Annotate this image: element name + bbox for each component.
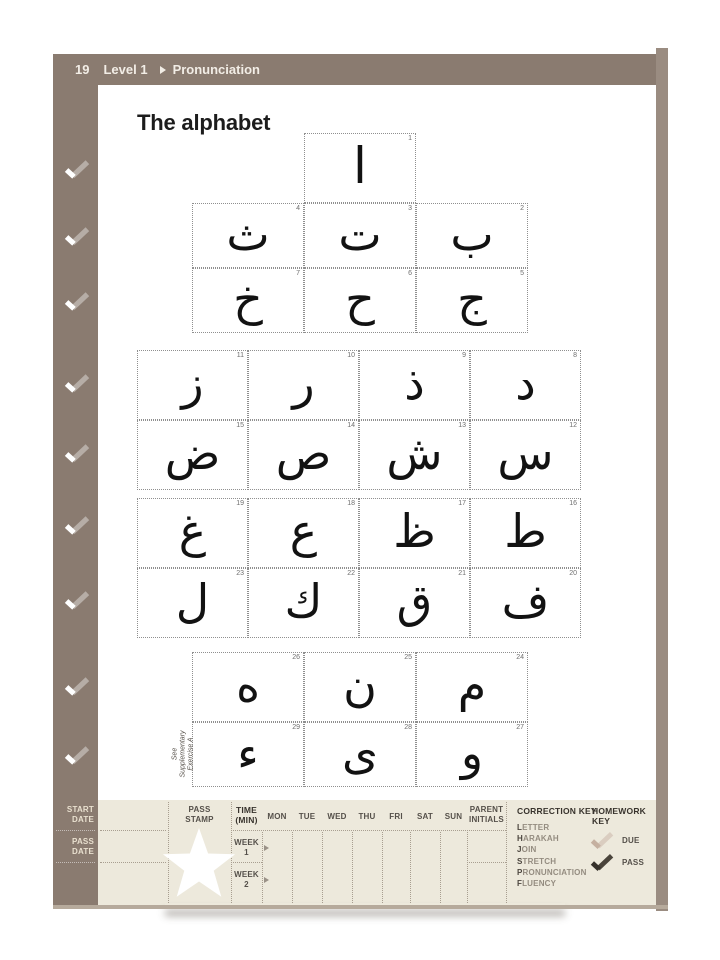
breadcrumb-arrow-icon xyxy=(160,66,166,74)
letter-box-6 xyxy=(304,268,416,333)
homework-key-item-label: DUE xyxy=(622,836,640,846)
letter-number: 2 xyxy=(520,205,524,212)
letter-box-10 xyxy=(248,350,359,420)
letter-box-28 xyxy=(304,722,416,787)
correction-key-list xyxy=(517,822,587,889)
letter-number: 14 xyxy=(347,422,355,429)
page-title: The alphabet xyxy=(137,110,271,135)
arabic-letter: ن xyxy=(343,658,377,712)
letter-box-17 xyxy=(359,498,470,568)
letter-number: 17 xyxy=(458,500,466,507)
supplementary-note xyxy=(146,720,222,788)
sidebar-checkmark-icon xyxy=(64,591,90,616)
letter-number: 8 xyxy=(573,352,577,359)
arabic-letter: خ xyxy=(233,271,263,326)
pass-date-label: PASS DATE xyxy=(72,837,94,856)
supplementary-note-text: See Supplementary Exercise A xyxy=(172,730,195,778)
parent-initials-label: PARENT INITIALS xyxy=(469,805,504,824)
day-column-divider xyxy=(352,832,353,903)
start-date-write-line xyxy=(100,830,166,831)
day-header-wed: WED xyxy=(327,812,347,821)
letter-box-12 xyxy=(470,420,581,490)
letter-number: 23 xyxy=(236,570,244,577)
arabic-letter: م xyxy=(457,658,487,712)
sidebar-checkmark-icon xyxy=(64,160,90,185)
arabic-letter: غ xyxy=(178,504,207,558)
sidebar-checkmark-icon xyxy=(64,374,90,399)
divider xyxy=(56,862,95,863)
letter-box-16 xyxy=(470,498,581,568)
letter-box-14 xyxy=(248,420,359,490)
letter-box-25 xyxy=(304,652,416,722)
letter-box-4 xyxy=(192,203,304,268)
correction-key-item-join: JOIN xyxy=(517,845,537,855)
letter-number: 12 xyxy=(569,422,577,429)
letter-box-1 xyxy=(304,133,416,203)
day-column-divider xyxy=(467,832,468,903)
day-header-mon: MON xyxy=(267,812,287,821)
arabic-letter: و xyxy=(460,725,484,780)
letter-box-18 xyxy=(248,498,359,568)
letter-box-2 xyxy=(416,203,528,268)
arabic-letter: ء xyxy=(237,725,259,780)
arabic-letter: ا xyxy=(353,137,367,195)
arabic-letter: ص xyxy=(275,426,332,480)
page-number: 19 xyxy=(75,62,90,77)
divider xyxy=(231,830,506,831)
letter-number: 16 xyxy=(569,500,577,507)
letter-box-22 xyxy=(248,568,359,638)
letter-number: 10 xyxy=(347,352,355,359)
sidebar-checkmark-icon xyxy=(64,444,90,469)
time-min-label: TIME (MIN) xyxy=(235,805,258,825)
day-header-thu: THU xyxy=(358,812,376,821)
correction-key-item-harakah: HARAKAH xyxy=(517,834,559,844)
arabic-letter: ض xyxy=(164,426,221,480)
arabic-letter: د xyxy=(515,356,536,410)
letter-number: 3 xyxy=(408,205,412,212)
arabic-letter: ت xyxy=(338,206,382,261)
sidebar-checkmark-icon xyxy=(64,292,90,317)
letter-number: 29 xyxy=(292,724,300,731)
homework-key-row-due xyxy=(590,832,640,850)
divider xyxy=(506,802,507,903)
day-header-tue: TUE xyxy=(298,812,316,821)
arabic-letter: ب xyxy=(450,206,494,261)
arabic-letter: ح xyxy=(345,271,375,326)
week-1-label: WEEK 1 xyxy=(234,838,259,857)
letter-box-19 xyxy=(137,498,248,568)
arabic-letter: ف xyxy=(501,574,550,628)
letter-number: 13 xyxy=(458,422,466,429)
letter-number: 6 xyxy=(408,270,412,277)
arabic-letter: ه xyxy=(235,658,261,712)
homework-key-title: HOMEWORK KEY xyxy=(592,806,647,826)
correction-key-item-fluency: FLUENCY xyxy=(517,879,557,889)
pass-date-write-line xyxy=(100,862,166,863)
day-header-fri: FRI xyxy=(389,812,403,821)
pass-stamp-star-icon xyxy=(161,828,237,904)
letter-box-23 xyxy=(137,568,248,638)
pass-check-icon xyxy=(590,854,614,872)
correction-key-title: CORRECTION KEY xyxy=(517,806,597,816)
arabic-letter: ث xyxy=(226,206,270,261)
sidebar-checkmark-icon xyxy=(64,746,90,771)
letter-number: 25 xyxy=(404,654,412,661)
letter-number: 18 xyxy=(347,500,355,507)
letter-box-13 xyxy=(359,420,470,490)
sidebar-check-strip xyxy=(53,85,98,905)
letter-number: 27 xyxy=(516,724,524,731)
letter-box-20 xyxy=(470,568,581,638)
arabic-letter: ج xyxy=(457,271,487,326)
section-label: Pronunciation xyxy=(172,62,260,77)
letter-number: 21 xyxy=(458,570,466,577)
due-check-icon xyxy=(590,832,614,850)
letter-number: 4 xyxy=(296,205,300,212)
sidebar-checkmark-icon xyxy=(64,227,90,252)
letter-box-3 xyxy=(304,203,416,268)
letter-number: 24 xyxy=(516,654,524,661)
letter-box-9 xyxy=(359,350,470,420)
letter-box-24 xyxy=(416,652,528,722)
page-edge-strip xyxy=(656,48,668,911)
week-2-arrow-icon xyxy=(264,877,269,883)
day-column-divider xyxy=(322,832,323,903)
day-column-divider xyxy=(292,832,293,903)
letter-box-8 xyxy=(470,350,581,420)
correction-key-item-pronunciation: PRONUNCIATION xyxy=(517,867,587,877)
arabic-letter: ع xyxy=(289,504,318,558)
correction-key-item-stretch: STRETCH xyxy=(517,856,557,866)
day-column-divider xyxy=(410,832,411,903)
letter-number: 26 xyxy=(292,654,300,661)
day-header-sun: SUN xyxy=(444,812,463,821)
page-bottom-edge xyxy=(53,905,668,909)
arabic-letter: ر xyxy=(292,356,315,410)
arabic-letter: ك xyxy=(284,574,323,628)
start-date-label: START DATE xyxy=(66,805,94,824)
homework-key-item-label: PASS xyxy=(622,858,644,868)
day-column-divider xyxy=(440,832,441,903)
arabic-letter: ط xyxy=(504,504,547,558)
arabic-letter: ل xyxy=(175,574,210,628)
level-label: Level 1 xyxy=(103,62,148,77)
letter-box-15 xyxy=(137,420,248,490)
day-column-divider xyxy=(382,832,383,903)
correction-key-item-letter: LETTER xyxy=(517,823,550,832)
arabic-letter: س xyxy=(497,426,554,480)
letter-number: 11 xyxy=(236,352,244,359)
arabic-letter: ذ xyxy=(404,356,425,410)
arabic-letter: ى xyxy=(341,725,378,780)
arabic-letter: ظ xyxy=(393,504,436,558)
letter-box-26 xyxy=(192,652,304,722)
arabic-letter: ق xyxy=(396,574,433,628)
divider xyxy=(467,862,506,863)
day-column-divider xyxy=(262,832,263,903)
sidebar-checkmark-icon xyxy=(64,677,90,702)
arabic-letter: ز xyxy=(181,356,204,410)
letter-box-27 xyxy=(416,722,528,787)
day-header-sat: SAT xyxy=(416,812,433,821)
week-2-label: WEEK 2 xyxy=(234,870,259,889)
week-1-arrow-icon xyxy=(264,845,269,851)
page-header xyxy=(53,54,656,85)
pass-stamp-label: PASS STAMP xyxy=(185,805,214,824)
letter-number: 19 xyxy=(236,500,244,507)
letter-box-7 xyxy=(192,268,304,333)
letter-number: 20 xyxy=(569,570,577,577)
arabic-letter: ش xyxy=(386,426,443,480)
letter-number: 28 xyxy=(404,724,412,731)
homework-key-row-pass xyxy=(590,854,644,872)
letter-number: 7 xyxy=(296,270,300,277)
letter-number: 1 xyxy=(408,135,412,142)
letter-box-21 xyxy=(359,568,470,638)
letter-number: 22 xyxy=(347,570,355,577)
sidebar-checkmark-icon xyxy=(64,516,90,541)
letter-number: 15 xyxy=(236,422,244,429)
letter-box-11 xyxy=(137,350,248,420)
divider xyxy=(56,830,95,831)
letter-number: 5 xyxy=(520,270,524,277)
letter-box-5 xyxy=(416,268,528,333)
letter-number: 9 xyxy=(462,352,466,359)
